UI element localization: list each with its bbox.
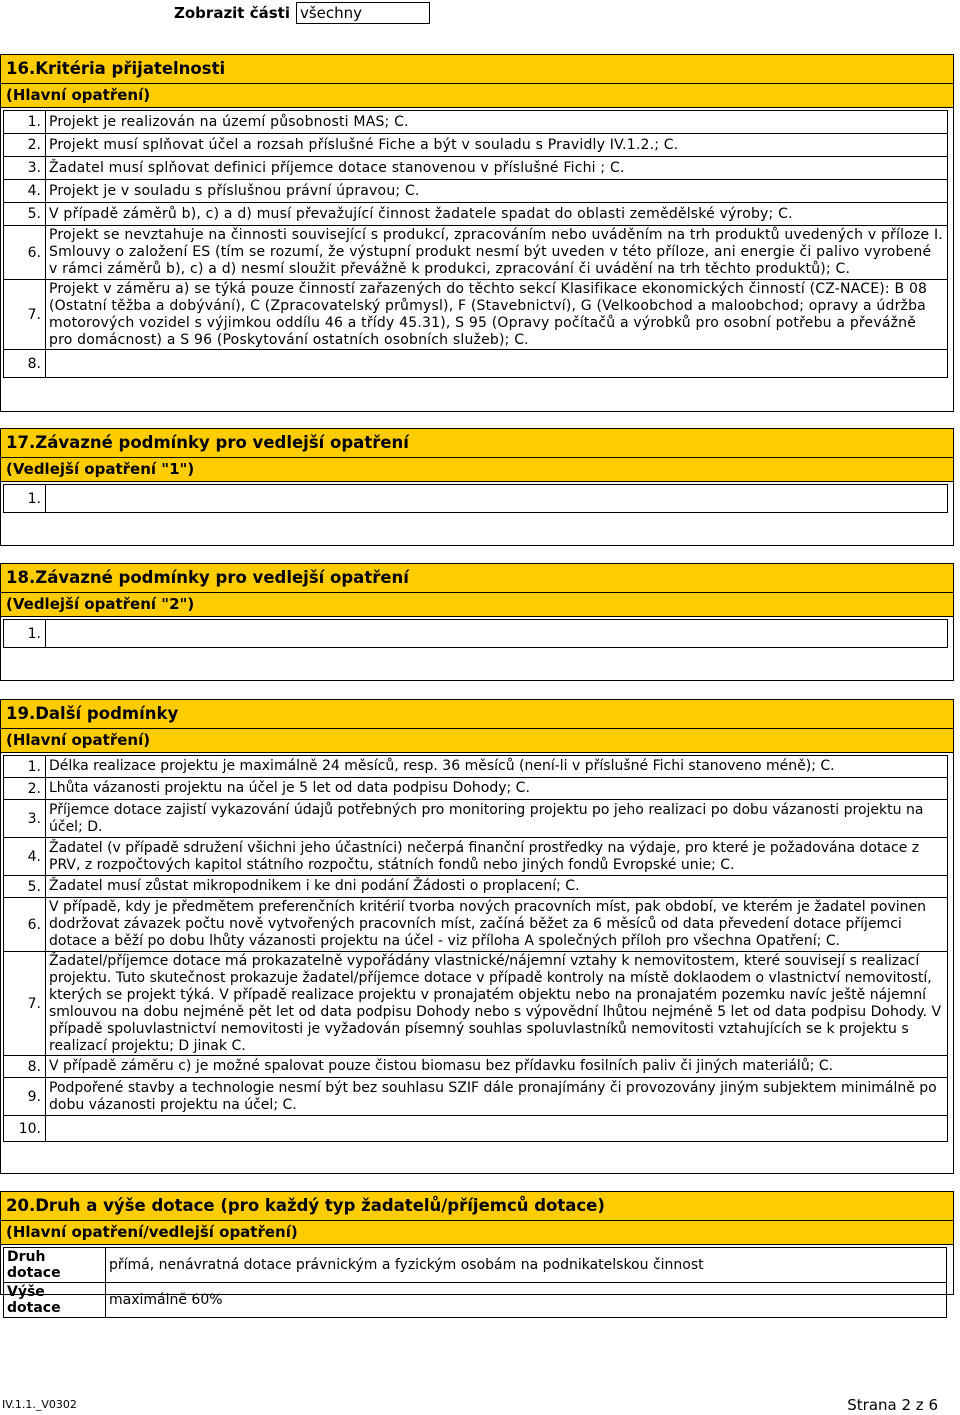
item-text: [46, 485, 948, 513]
display-sections-bar: [174, 1, 430, 25]
table-row: [4, 485, 948, 513]
table-row: [4, 1248, 947, 1283]
section-17: [0, 428, 954, 546]
item-text: Žadatel musí splňovat definici příjemce dotace stanovenou v příslušné Fichi ; C.: [46, 157, 948, 180]
table-row: [4, 226, 948, 280]
item-text: V případě záměrů b), c) a d) musí převažující činnost žadatele spadat do oblasti zemědělské výroby; C.: [46, 203, 948, 226]
table-row: [4, 1056, 948, 1078]
item-number: 2.: [4, 778, 46, 800]
item-number: 8.: [4, 350, 46, 378]
section-subtitle: (Vedlejší opatření "1"): [6, 460, 195, 478]
item-number: 6.: [4, 898, 46, 952]
table-row: [4, 800, 948, 838]
section-20: [0, 1191, 954, 1316]
section-header: [1, 700, 953, 753]
section-subtitle: (Hlavní opatření/vedlejší opatření): [6, 1223, 298, 1241]
item-number: 4.: [4, 180, 46, 203]
table-row: [4, 180, 948, 203]
row-value: přímá, nenávratná dotace právnickým a fyzickým osobám na podnikatelskou činnost: [106, 1248, 947, 1283]
table-row: [4, 157, 948, 180]
item-text: Podpořené stavby a technologie nesmí být bez souhlasu SZIF dále pronajímány či provozovány jiným subjektem minimálně po dobu vázanosti projektu na účel; C.: [46, 1078, 948, 1116]
section-header: [1, 1192, 953, 1245]
section-title: 20.Druh a výše dotace (pro každý typ žadatelů/příjemců dotace): [1, 1192, 953, 1221]
section-header: [1, 55, 953, 108]
row-key: Druh dotace: [4, 1248, 106, 1283]
table-row: [4, 1283, 947, 1318]
table-row: [4, 756, 948, 778]
item-number: 1.: [4, 485, 46, 513]
footer-doc-code: IV.1.1._V0302: [2, 1398, 77, 1411]
item-text: [46, 1116, 948, 1142]
items-table: [3, 484, 948, 513]
table-row: [4, 876, 948, 898]
section-title: 19.Další podmínky: [1, 700, 953, 729]
items-table: [3, 110, 948, 378]
footer-page-number: Strana 2 z 6: [847, 1396, 938, 1414]
item-text: [46, 620, 948, 648]
item-text: Projekt se nevztahuje na činnosti související s produkcí, zpracováním nebo uváděním na trh produktů uvedených v příloze I. Smlouvy o založení ES (tím se rozumí, že výstupní produkt nesmí být uveden v této příloze, ani energie či palivo vyrobené v rámci záměrů b), c) a d) nesmí sloužit převážně k produkci, zpracování či uvádění na trh těchto produktů); C.: [46, 226, 948, 280]
table-row: [4, 134, 948, 157]
items-table: [3, 755, 948, 1142]
row-key: Výše dotace: [4, 1283, 106, 1318]
table-row: [4, 898, 948, 952]
item-number: 6.: [4, 226, 46, 280]
items-table: [3, 619, 948, 648]
item-number: 7.: [4, 280, 46, 350]
item-text: V případě, kdy je předmětem preferenčních kritérií tvorba nových pracovních míst, pak období, ve kterém je žadatel povinen dodržovat závazek počtu nově vytvořených pracovních míst, začíná běžet za 6 měsíců od data převedení dotace příjemci dotace a běží po dobu lhůty vázanosti projektu na účel - viz příloha A společných příloh pro všechna Opatření; C.: [46, 898, 948, 952]
item-number: 3.: [4, 800, 46, 838]
section-subtitle: (Hlavní opatření): [6, 86, 151, 104]
item-text: Projekt je realizován na území působnosti MAS; C.: [46, 111, 948, 134]
table-row: [4, 620, 948, 648]
item-number: 1.: [4, 111, 46, 134]
table-row: [4, 838, 948, 876]
item-number: 1.: [4, 620, 46, 648]
table-row: [4, 1078, 948, 1116]
item-number: 2.: [4, 134, 46, 157]
item-text: Lhůta vázanosti projektu na účel je 5 let od data podpisu Dohody; C.: [46, 778, 948, 800]
item-text: [46, 350, 948, 378]
table-row: [4, 952, 948, 1056]
section-subtitle: (Hlavní opatření): [6, 731, 151, 749]
item-text: V případě záměru c) je možné spalovat pouze čistou biomasu bez přídavku fosilních paliv či jiných materiálů; C.: [46, 1056, 948, 1078]
item-text: Projekt v záměru a) se týká pouze činností zařazených do těchto sekcí Klasifikace ekonomických činností (CZ-NACE): B 08 (Ostatní těžba a dobývání), C (Zpracovatelský průmysl), F (Stavebnictví), G (Velkoobchod a maloobchod; opravy a údržba motorových vozidel s výjimkou oddílu 46 a třídy 45.31), S 95 (Opravy počítačů a výrobků pro osobní potřebu a převážně pro domácnost) a S 96 (Poskytování ostatních osobních služeb); C.: [46, 280, 948, 350]
section-title: 18.Závazné podmínky pro vedlejší opatření: [1, 564, 953, 593]
section-title: 16.Kritéria přijatelnosti: [1, 55, 953, 84]
section-18: [0, 563, 954, 681]
item-number: 5.: [4, 876, 46, 898]
section-header: [1, 429, 953, 482]
item-text: Délka realizace projektu je maximálně 24 měsíců, resp. 36 měsíců (není-li v příslušné Fichi stanoveno méně); C.: [46, 756, 948, 778]
display-sections-select[interactable]: všechny: [296, 2, 430, 24]
table-row: [4, 778, 948, 800]
display-sections-label: Zobrazit části: [174, 4, 290, 22]
item-text: Projekt je v souladu s příslušnou právní úpravou; C.: [46, 180, 948, 203]
row-value: maximálně 60%: [106, 1283, 947, 1318]
section-16: [0, 54, 954, 412]
item-number: 3.: [4, 157, 46, 180]
table-row: [4, 350, 948, 378]
table-row: [4, 1116, 948, 1142]
item-number: 10.: [4, 1116, 46, 1142]
item-text: Žadatel/příjemce dotace má prokazatelně vypořádány vlastnické/nájemní vztahy k nemovitostem, které souvisejí s realizací projektu. Tuto skutečnost prokazuje žadatel/příjemce dotace v případě kontroly na místě doklaodem o vlastnictví nemovitostí, kterých se projekt týká. V případě realizace projektu v pronajatém objektu nebo na pronajatém pozemku navíc ještě nájemní smlouvou na dobu nejméně pět let od data podpisu Dohody nebo s výpovědní lhůtou nejméně 5 let od data podpisu Dohody. V případě spoluvlastnictví nemovitosti je vyžadován písemný souhlas spoluvlastníků nemovitosti vztahujících se k projektu s realizací projektu; D jinak C.: [46, 952, 948, 1056]
section-title: 17.Závazné podmínky pro vedlejší opatření: [1, 429, 953, 458]
item-number: 8.: [4, 1056, 46, 1078]
item-text: Žadatel musí zůstat mikropodnikem i ke dni podání Žádosti o proplacení; C.: [46, 876, 948, 898]
item-number: 1.: [4, 756, 46, 778]
item-text: Žadatel (v případě sdružení všichni jeho účastníci) nečerpá finanční prostředky na výdaje, pro které je požadována dotace z PRV, z rozpočtových kapitol státního rozpočtu, státních fondů nebo jiných fondů Evropské unie; C.: [46, 838, 948, 876]
item-number: 9.: [4, 1078, 46, 1116]
table-row: [4, 111, 948, 134]
item-number: 7.: [4, 952, 46, 1056]
item-text: Projekt musí splňovat účel a rozsah příslušné Fiche a být v souladu s Pravidly IV.1.2.; C.: [46, 134, 948, 157]
item-number: 4.: [4, 838, 46, 876]
table-row: [4, 203, 948, 226]
section-subtitle: (Vedlejší opatření "2"): [6, 595, 195, 613]
section-header: [1, 564, 953, 617]
item-number: 5.: [4, 203, 46, 226]
table-row: [4, 280, 948, 350]
subsidy-table: [3, 1247, 947, 1318]
section-19: [0, 699, 954, 1174]
item-text: Příjemce dotace zajistí vykazování údajů potřebných pro monitoring projektu po jeho realizaci po dobu vázanosti projektu na účel; D.: [46, 800, 948, 838]
